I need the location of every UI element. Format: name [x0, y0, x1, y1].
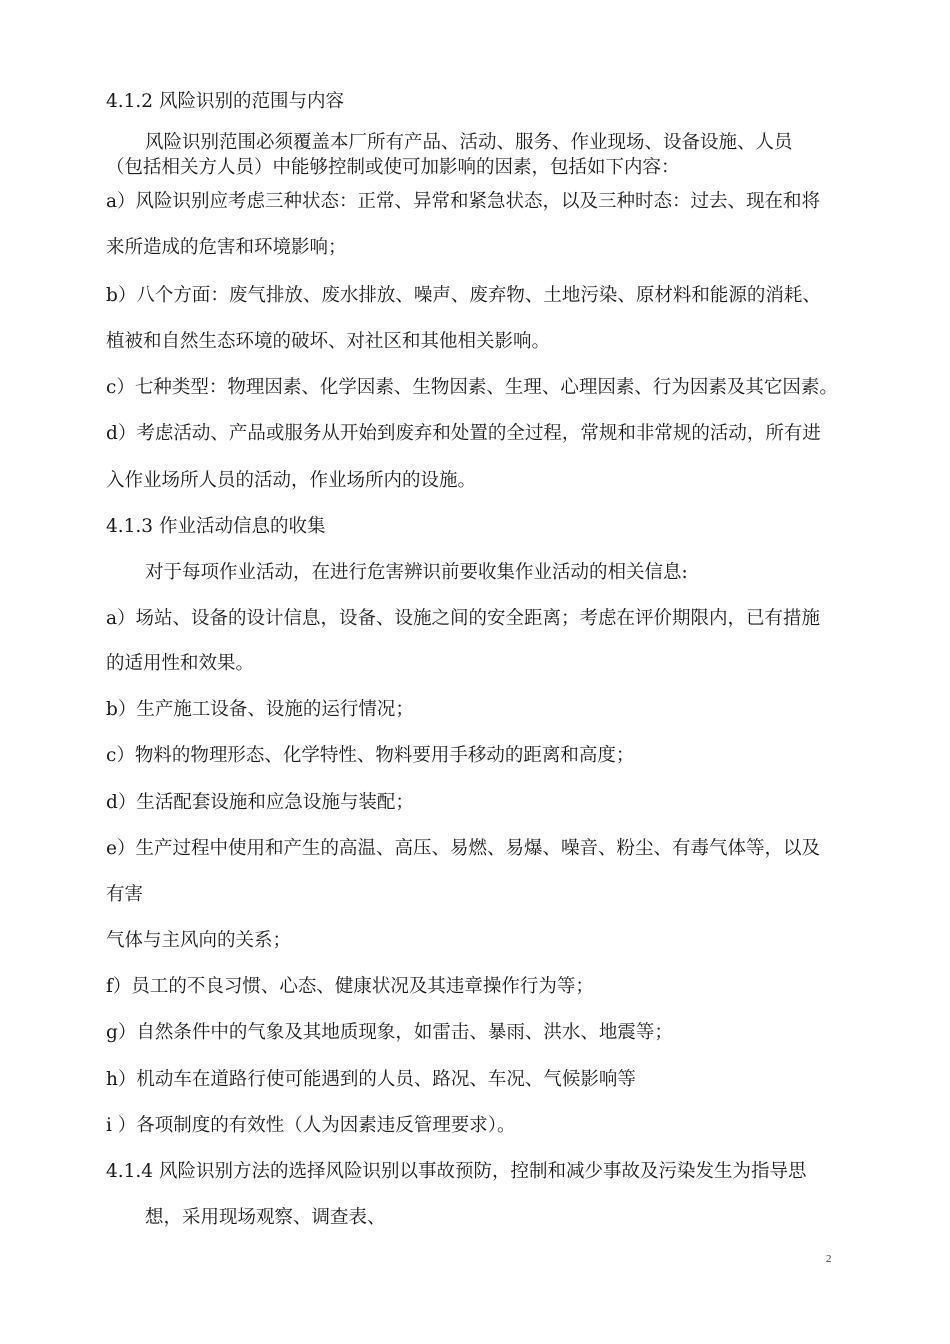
list-item-a-cont: 的适用性和效果。	[106, 653, 255, 674]
list-item-b-cont: 植被和自然生态环境的破坏、对社区和其他相关影响。	[106, 331, 551, 352]
paragraph-line: 对于每项作业活动，在进行危害辨识前要收集作业活动的相关信息:	[145, 562, 688, 583]
list-item-c: c）物料的物理形态、化学特性、物料要用手移动的距离和高度；	[106, 745, 635, 766]
list-item-d: d）考虑活动、产品或服务从开始到废弃和处置的全过程，常规和非常规的活动，所有进	[106, 423, 821, 444]
list-item-b: b）八个方面：废气排放、废水排放、噪声、废弃物、土地污染、原材料和能源的消耗、	[106, 285, 821, 306]
section-heading-4-1-2: 4.1.2 风险识别的范围与内容	[106, 91, 344, 112]
paragraph-line: 风险识别范围必须覆盖本厂所有产品、活动、服务、作业现场、设备设施、人员	[145, 132, 793, 153]
section-heading-4-1-3: 4.1.3 作业活动信息的收集	[106, 516, 326, 537]
list-item-e-cont: 有害	[106, 884, 144, 905]
paragraph-line: （包括相关方人员）中能够控制或使可加影响的因素，包括如下内容：	[106, 157, 680, 178]
list-item-e: e）生产过程中使用和产生的高温、高压、易燃、易爆、噪音、粉尘、有毒气体等，以及	[106, 838, 820, 859]
list-item-h: h）机动车在道路行使可能遇到的人员、路况、车况、气候影响等	[106, 1069, 636, 1090]
list-item-b: b）生产施工设备、设施的运行情况；	[106, 699, 414, 720]
list-item-i: i ）各项制度的有效性（人为因素违反管理要求）。	[106, 1115, 516, 1136]
list-item-a: a）场站、设备的设计信息，设备、设施之间的安全距离；考虑在评价期限内，已有措施	[106, 608, 821, 629]
list-item-f: f）员工的不良习惯、心态、健康状况及其违章操作行为等；	[106, 976, 594, 997]
list-item-a-cont: 来所造成的危害和环境影响；	[106, 237, 347, 258]
list-item-e-cont: 气体与主风向的关系；	[106, 930, 292, 951]
section-heading-4-1-4: 4.1.4 风险识别方法的选择风险识别以事故预防，控制和减少事故及污染发生为指导思	[106, 1161, 807, 1182]
list-item-d: d）生活配套设施和应急设施与装配；	[106, 792, 414, 813]
list-item-c: c）七种类型：物理因素、化学因素、生物因素、生理、心理因素、行为因素及其它因素。	[106, 377, 838, 398]
paragraph-line: 想，采用现场观察、调查表、	[145, 1207, 386, 1228]
list-item-g: g）自然条件中的气象及其地质现象，如雷击、暴雨、洪水、地震等；	[106, 1022, 673, 1043]
list-item-d-cont: 入作业场所人员的活动，作业场所内的设施。	[106, 470, 477, 491]
list-item-a: a）风险识别应考虑三种状态：正常、异常和紧急状态，以及三种时态：过去、现在和将	[106, 191, 821, 212]
page-number: 2	[826, 1253, 832, 1265]
